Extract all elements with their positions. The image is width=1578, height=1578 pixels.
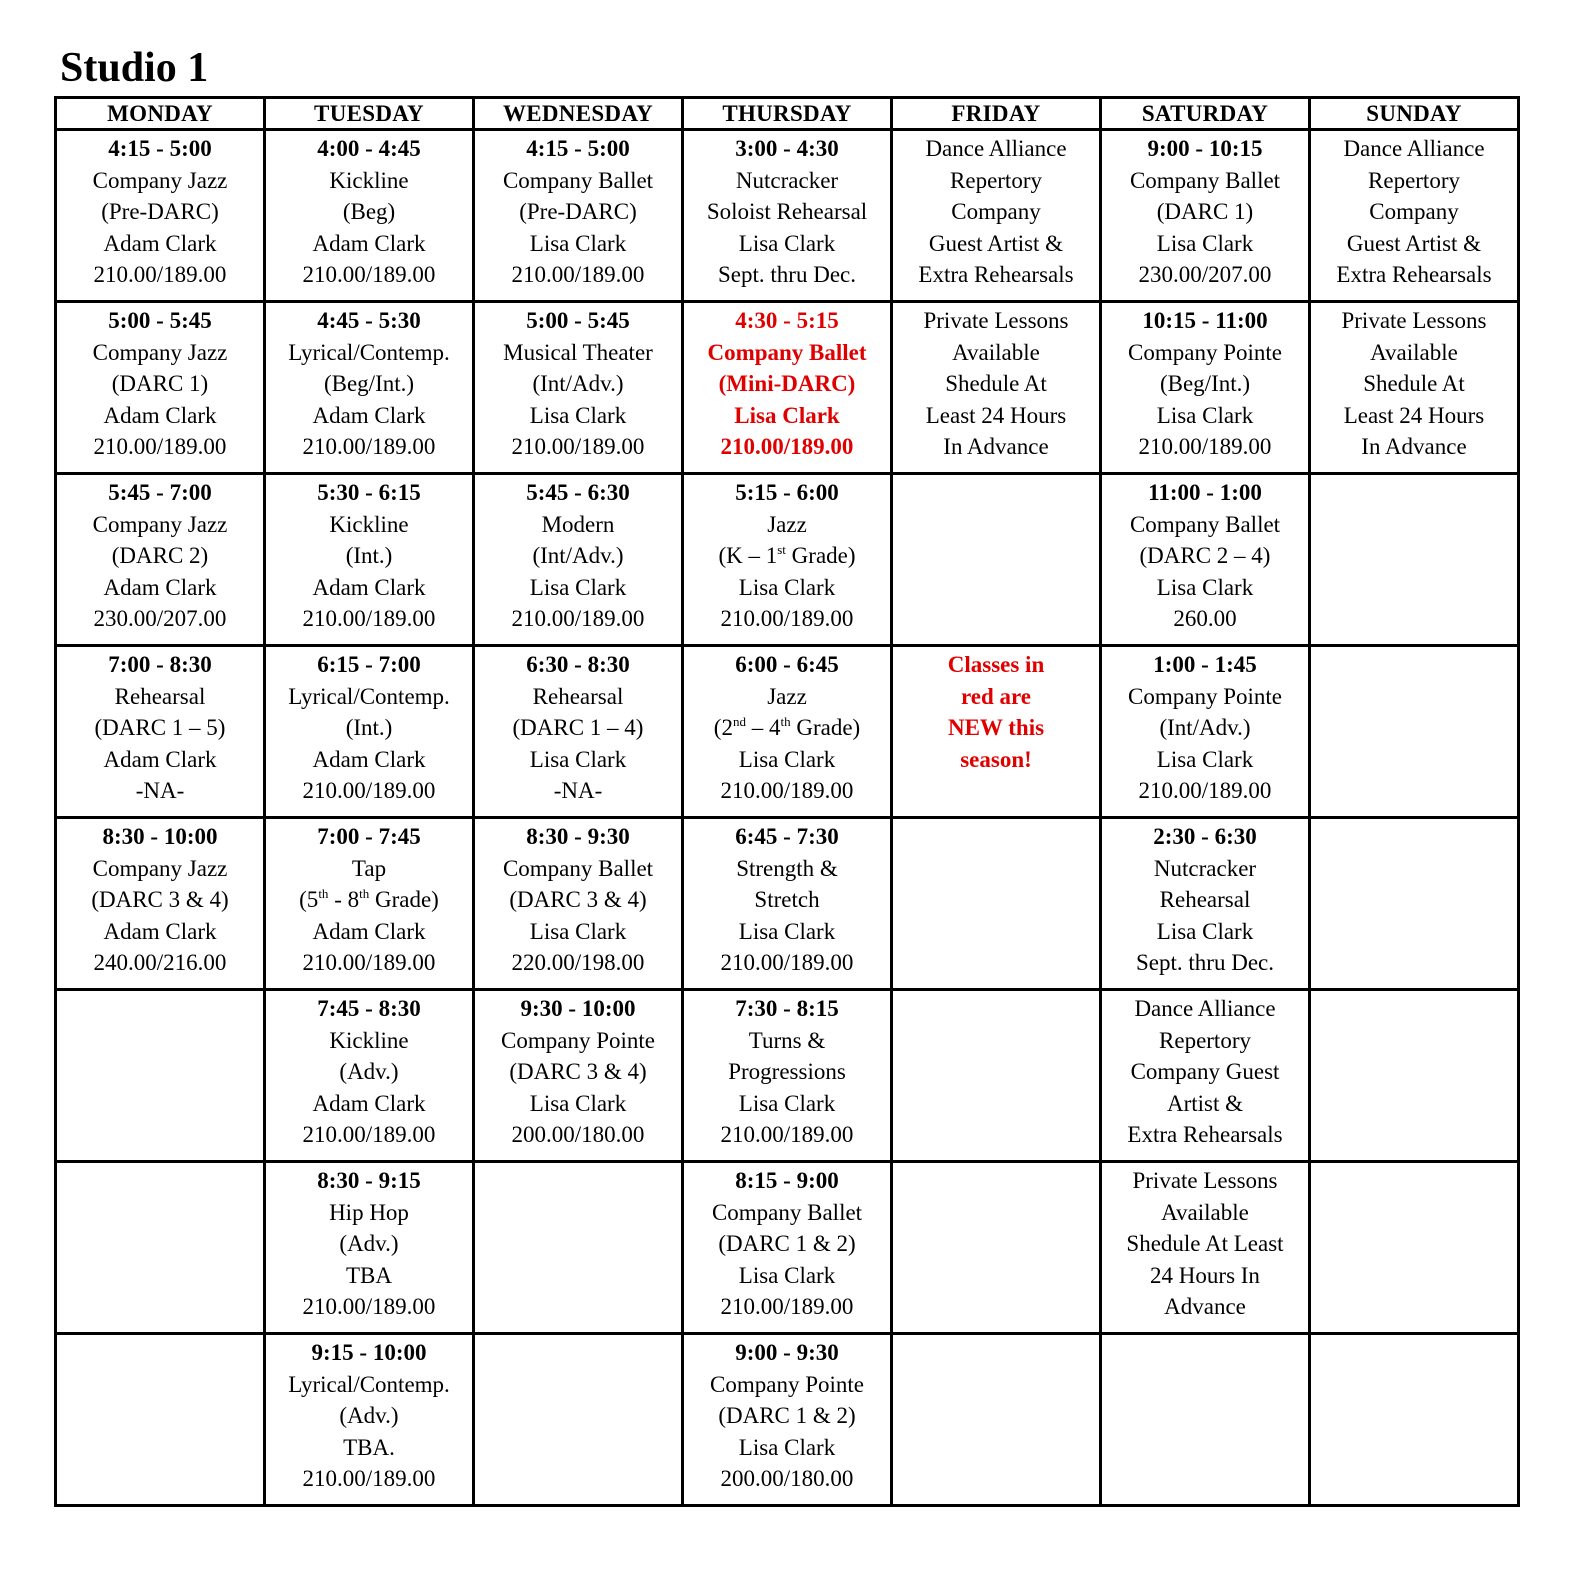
class-time: 9:00 - 9:30: [735, 1340, 839, 1365]
class-cell: [56, 474, 265, 646]
class-name: Rehearsal: [114, 683, 206, 709]
level-text: Grade): [790, 715, 861, 741]
class-level: [266, 884, 472, 916]
class-name: Company Jazz: [92, 339, 228, 365]
class-name: Rehearsal: [532, 683, 624, 709]
class-time: 4:45 - 5:30: [317, 308, 421, 333]
repertory-cell: [892, 130, 1101, 302]
class-level: (DARC 1): [111, 371, 209, 397]
class-price: 210.00/189.00: [511, 606, 645, 632]
day-header-friday: FRIDAY: [892, 98, 1101, 130]
class-time: 7:45 - 8:30: [317, 996, 421, 1021]
class-instructor: Lisa Clark: [1156, 230, 1254, 256]
class-instructor: Lisa Clark: [529, 230, 627, 256]
class-time: 9:15 - 10:00: [311, 1340, 427, 1365]
ordinal-suffix: th: [318, 886, 329, 902]
class-level: (DARC 1): [1156, 199, 1254, 225]
empty-cell: [892, 1334, 1101, 1506]
class-instructor: Adam Clark: [103, 230, 217, 256]
header-row: [56, 98, 1519, 130]
empty-cell: [474, 1334, 683, 1506]
class-level: (Adv.): [339, 1231, 399, 1257]
class-instructor: Adam Clark: [312, 230, 426, 256]
info-line: Company: [951, 199, 1041, 225]
class-level: (Int.): [345, 543, 393, 569]
class-name: Musical Theater: [503, 339, 653, 365]
class-instructor: Lisa Clark: [1156, 918, 1254, 944]
level-text: (K – 1: [718, 543, 778, 569]
info-line: Available: [952, 339, 1040, 365]
class-price: 210.00/189.00: [302, 434, 436, 460]
class-price: 210.00/189.00: [1138, 434, 1272, 460]
level-text: Grade): [785, 543, 856, 569]
class-cell: [683, 130, 892, 302]
info-line: Available: [1370, 339, 1458, 365]
class-price: 210.00/189.00: [93, 262, 227, 288]
class-instructor: Adam Clark: [312, 402, 426, 428]
ordinal-suffix: th: [359, 886, 370, 902]
new-classes-note: [892, 646, 1101, 818]
info-line: Guest Artist &: [928, 230, 1064, 256]
day-header-saturday: SATURDAY: [1101, 98, 1310, 130]
class-time: 5:00 - 5:45: [108, 308, 212, 333]
note-line: NEW this: [947, 715, 1045, 741]
class-level: (DARC 1 & 2): [718, 1403, 856, 1429]
class-time: 1:00 - 1:45: [1153, 652, 1257, 677]
class-name: Lyrical/Contemp.: [288, 1371, 450, 1397]
private-lessons-cell: [1101, 1162, 1310, 1334]
class-instructor: Lisa Clark: [1156, 574, 1254, 600]
class-price: 210.00/189.00: [302, 1466, 436, 1492]
level-text: – 4: [745, 715, 781, 741]
class-instructor: Lisa Clark: [738, 746, 836, 772]
class-name: Company Ballet: [711, 1199, 863, 1225]
level-text: (5: [299, 887, 319, 913]
class-price: Sept. thru Dec.: [718, 262, 856, 288]
info-line: Shedule At Least: [1126, 1231, 1284, 1257]
info-line: Private Lessons: [1132, 1168, 1278, 1193]
class-level: (Adv.): [339, 1403, 399, 1429]
class-instructor: Lisa Clark: [734, 402, 840, 428]
level-text: - 8: [328, 887, 360, 913]
class-price: 210.00/189.00: [302, 606, 436, 632]
class-cell: [265, 1162, 474, 1334]
class-cell: [474, 818, 683, 990]
class-instructor: Adam Clark: [103, 746, 217, 772]
private-lessons-cell: [892, 302, 1101, 474]
class-price: 210.00/189.00: [720, 606, 854, 632]
private-lessons-cell: [1310, 302, 1519, 474]
class-price: 210.00/189.00: [302, 778, 436, 804]
info-line: Dance Alliance: [1343, 136, 1485, 161]
table-row: [56, 302, 1519, 474]
info-line: Repertory: [950, 167, 1042, 193]
class-time: 9:00 - 10:15: [1147, 136, 1263, 161]
class-name: Company Jazz: [92, 167, 228, 193]
empty-cell: [1310, 1334, 1519, 1506]
class-level: (DARC 3 & 4): [91, 887, 229, 913]
class-cell: [683, 818, 892, 990]
empty-cell: [474, 1162, 683, 1334]
info-line: Repertory: [1159, 1027, 1251, 1053]
day-header-thursday: THURSDAY: [683, 98, 892, 130]
empty-cell: [1310, 1162, 1519, 1334]
class-instructor: Lisa Clark: [738, 574, 836, 600]
empty-cell: [1310, 818, 1519, 990]
empty-cell: [892, 990, 1101, 1162]
class-time: 4:30 - 5:15: [735, 308, 839, 333]
class-level: [684, 712, 890, 744]
empty-cell: [56, 990, 265, 1162]
class-cell: [474, 474, 683, 646]
class-time: 8:15 - 9:00: [735, 1168, 839, 1193]
class-cell: [683, 474, 892, 646]
class-instructor: Lisa Clark: [738, 230, 836, 256]
class-level: (Beg): [342, 199, 396, 225]
class-instructor: Lisa Clark: [738, 918, 836, 944]
class-time: 4:15 - 5:00: [526, 136, 630, 161]
class-price: 200.00/180.00: [720, 1466, 854, 1492]
class-price: -NA-: [135, 778, 185, 804]
class-instructor: Adam Clark: [103, 574, 217, 600]
day-header-monday: MONDAY: [56, 98, 265, 130]
class-level: (DARC 1 – 5): [94, 715, 226, 741]
class-name: Kickline: [329, 1027, 409, 1053]
class-price: 210.00/189.00: [720, 1294, 854, 1320]
class-name: Company Ballet: [1129, 511, 1281, 537]
class-name: Kickline: [329, 511, 409, 537]
ordinal-suffix: st: [777, 542, 786, 558]
class-instructor: Adam Clark: [312, 918, 426, 944]
class-price: 210.00/189.00: [1138, 778, 1272, 804]
class-instructor: Lisa Clark: [738, 1090, 836, 1116]
info-line: Private Lessons: [1341, 308, 1487, 333]
class-name: Company Pointe: [710, 1371, 864, 1397]
empty-cell: [1101, 1334, 1310, 1506]
class-level: (Mini-DARC): [718, 371, 856, 397]
class-time: 2:30 - 6:30: [1153, 824, 1257, 849]
info-line: Extra Rehearsals: [1336, 262, 1492, 288]
info-line: Extra Rehearsals: [1127, 1122, 1283, 1148]
class-name: Company Pointe: [501, 1027, 655, 1053]
schedule-table: [54, 96, 1520, 1507]
class-cell: [265, 474, 474, 646]
class-name: Jazz: [767, 511, 807, 537]
class-instructor: Lisa Clark: [1156, 402, 1254, 428]
info-line: Repertory: [1368, 167, 1460, 193]
class-name: Nutcracker: [735, 167, 839, 193]
note-line: season!: [960, 746, 1032, 772]
class-level: (Int/Adv.): [532, 371, 624, 397]
empty-cell: [1310, 474, 1519, 646]
empty-cell: [892, 1162, 1101, 1334]
class-time: 6:15 - 7:00: [317, 652, 421, 677]
class-instructor: Lisa Clark: [529, 1090, 627, 1116]
class-instructor: Lisa Clark: [738, 1434, 836, 1460]
class-level: (DARC 3 & 4): [509, 1059, 647, 1085]
class-cell: [1101, 646, 1310, 818]
class-instructor: Adam Clark: [103, 402, 217, 428]
table-row: [56, 1162, 1519, 1334]
class-cell: [56, 646, 265, 818]
empty-cell: [1310, 646, 1519, 818]
empty-cell: [56, 1162, 265, 1334]
class-cell: [683, 1334, 892, 1506]
class-name: Kickline: [329, 167, 409, 193]
class-cell: [56, 130, 265, 302]
class-name: Company Jazz: [92, 511, 228, 537]
class-name: Company Pointe: [1128, 339, 1282, 365]
ordinal-suffix: nd: [732, 714, 746, 730]
class-price: 210.00/189.00: [302, 950, 436, 976]
class-instructor: TBA.: [343, 1434, 395, 1460]
class-name: Turns &: [748, 1027, 826, 1053]
table-row: [56, 646, 1519, 818]
level-text: (2: [713, 715, 733, 741]
class-name: Strength &: [736, 855, 838, 881]
info-line: Least 24 Hours: [1343, 402, 1485, 428]
class-price: 210.00/189.00: [93, 434, 227, 460]
day-header-tuesday: TUESDAY: [265, 98, 474, 130]
class-time: 5:30 - 6:15: [317, 480, 421, 505]
class-cell: [1101, 130, 1310, 302]
class-level: (DARC 1 & 2): [718, 1231, 856, 1257]
class-time: 6:30 - 8:30: [526, 652, 630, 677]
class-cell: [474, 130, 683, 302]
info-line: Private Lessons: [923, 308, 1069, 333]
class-level: (DARC 2 – 4): [1139, 543, 1271, 569]
class-instructor: Adam Clark: [312, 1090, 426, 1116]
class-cell: [56, 302, 265, 474]
class-name: Hip Hop: [329, 1199, 409, 1225]
table-row: [56, 818, 1519, 990]
class-time: 5:00 - 5:45: [526, 308, 630, 333]
class-price: 240.00/216.00: [93, 950, 227, 976]
table-row: [56, 990, 1519, 1162]
class-instructor: Lisa Clark: [529, 918, 627, 944]
class-instructor: Lisa Clark: [529, 746, 627, 772]
info-line: Available: [1161, 1199, 1249, 1225]
info-line: Company Guest: [1130, 1059, 1280, 1085]
class-cell: [474, 302, 683, 474]
class-cell: [683, 1162, 892, 1334]
class-level: Progressions: [728, 1059, 846, 1085]
day-header-wednesday: WEDNESDAY: [474, 98, 683, 130]
class-time: 8:30 - 10:00: [102, 824, 218, 849]
class-cell: [683, 990, 892, 1162]
class-price: 210.00/189.00: [511, 262, 645, 288]
class-time: 3:00 - 4:30: [735, 136, 839, 161]
class-level: (DARC 3 & 4): [509, 887, 647, 913]
class-cell: [1101, 818, 1310, 990]
table-row: [56, 130, 1519, 302]
class-level: (Int.): [345, 715, 393, 741]
class-level: (Pre-DARC): [519, 199, 637, 225]
class-time: 8:30 - 9:30: [526, 824, 630, 849]
info-line: Shedule At: [945, 371, 1047, 397]
empty-cell: [892, 818, 1101, 990]
class-name: Company Pointe: [1128, 683, 1282, 709]
class-instructor: Lisa Clark: [1156, 746, 1254, 772]
class-name: Company Jazz: [92, 855, 228, 881]
class-time: 11:00 - 1:00: [1148, 480, 1262, 505]
info-line: 24 Hours In: [1150, 1262, 1260, 1288]
class-time: 4:00 - 4:45: [317, 136, 421, 161]
note-line: Classes in: [947, 652, 1045, 677]
class-level: [684, 540, 890, 572]
info-line: Advance: [1164, 1294, 1246, 1320]
class-time: 5:45 - 7:00: [108, 480, 212, 505]
class-level: (Beg/Int.): [1159, 371, 1251, 397]
ordinal-suffix: th: [780, 714, 791, 730]
info-line: Dance Alliance: [1134, 996, 1276, 1021]
class-cell: [265, 1334, 474, 1506]
class-price: 210.00/189.00: [720, 778, 854, 804]
info-line: Extra Rehearsals: [918, 262, 1074, 288]
class-price: 230.00/207.00: [1138, 262, 1272, 288]
class-price: 210.00/189.00: [720, 950, 854, 976]
class-time: 7:30 - 8:15: [735, 996, 839, 1021]
class-level: (Beg/Int.): [323, 371, 415, 397]
class-instructor: Lisa Clark: [529, 574, 627, 600]
class-price: 260.00: [1173, 606, 1237, 632]
page-title: Studio 1: [60, 45, 209, 91]
class-cell: [1101, 302, 1310, 474]
class-time: 7:00 - 8:30: [108, 652, 212, 677]
class-cell: [474, 646, 683, 818]
class-level: (Pre-DARC): [101, 199, 219, 225]
class-instructor: Adam Clark: [312, 574, 426, 600]
info-line: Least 24 Hours: [925, 402, 1067, 428]
note-line: red are: [960, 683, 1032, 709]
class-cell: [56, 818, 265, 990]
class-price: 200.00/180.00: [511, 1122, 645, 1148]
class-price: 210.00/189.00: [720, 1122, 854, 1148]
class-cell: [265, 818, 474, 990]
class-level: (Int/Adv.): [532, 543, 624, 569]
class-time: 4:15 - 5:00: [108, 136, 212, 161]
class-cell: [265, 990, 474, 1162]
class-instructor: Adam Clark: [312, 746, 426, 772]
empty-cell: [1310, 990, 1519, 1162]
class-cell: [474, 990, 683, 1162]
level-text: Grade): [369, 887, 439, 913]
class-price: 210.00/189.00: [511, 434, 645, 460]
class-instructor: TBA: [346, 1262, 392, 1288]
class-cell: [265, 646, 474, 818]
repertory-cell: [1310, 130, 1519, 302]
class-price: Sept. thru Dec.: [1136, 950, 1274, 976]
class-price: 220.00/198.00: [511, 950, 645, 976]
class-time: 7:00 - 7:45: [317, 824, 421, 849]
info-line: Artist &: [1166, 1090, 1244, 1116]
class-instructor: Lisa Clark: [738, 1262, 836, 1288]
class-time: 8:30 - 9:15: [317, 1168, 421, 1193]
class-name: Lyrical/Contemp.: [288, 683, 450, 709]
class-price: 210.00/189.00: [720, 434, 854, 460]
class-cell: [1101, 474, 1310, 646]
class-time: 6:45 - 7:30: [735, 824, 839, 849]
class-name: Company Ballet: [502, 855, 654, 881]
day-header-sunday: SUNDAY: [1310, 98, 1519, 130]
class-name: Lyrical/Contemp.: [288, 339, 450, 365]
class-level: Rehearsal: [1159, 887, 1251, 913]
class-time: 10:15 - 11:00: [1142, 308, 1268, 333]
info-line: Dance Alliance: [925, 136, 1067, 161]
class-price: 230.00/207.00: [93, 606, 227, 632]
class-time: 9:30 - 10:00: [520, 996, 636, 1021]
info-line: Guest Artist &: [1346, 230, 1482, 256]
class-price: 210.00/189.00: [302, 1122, 436, 1148]
class-price: 210.00/189.00: [302, 1294, 436, 1320]
class-name: Jazz: [767, 683, 807, 709]
class-level: Stretch: [754, 887, 820, 913]
class-time: 5:45 - 6:30: [526, 480, 630, 505]
class-time: 5:15 - 6:00: [735, 480, 839, 505]
class-level: (DARC 1 – 4): [512, 715, 644, 741]
class-name: Modern: [541, 511, 615, 537]
class-cell: [683, 646, 892, 818]
info-line: In Advance: [943, 434, 1049, 460]
info-line: Shedule At: [1363, 371, 1465, 397]
empty-cell: [56, 1334, 265, 1506]
class-level: (Adv.): [339, 1059, 399, 1085]
class-cell: [265, 302, 474, 474]
class-name: Company Ballet: [707, 339, 867, 365]
info-line: In Advance: [1361, 434, 1467, 460]
class-instructor: Lisa Clark: [529, 402, 627, 428]
class-level: (Int/Adv.): [1159, 715, 1251, 741]
table-row: [56, 1334, 1519, 1506]
class-name: Tap: [351, 855, 387, 881]
class-cell: [265, 130, 474, 302]
new-class-cell: [683, 302, 892, 474]
class-name: Company Ballet: [502, 167, 654, 193]
class-price: 210.00/189.00: [302, 262, 436, 288]
class-level: Soloist Rehearsal: [706, 199, 868, 225]
class-level: (DARC 2): [111, 543, 209, 569]
class-name: Nutcracker: [1153, 855, 1257, 881]
class-instructor: Adam Clark: [103, 918, 217, 944]
info-line: Company: [1369, 199, 1459, 225]
class-name: Company Ballet: [1129, 167, 1281, 193]
class-price: -NA-: [553, 778, 603, 804]
table-row: [56, 474, 1519, 646]
class-time: 6:00 - 6:45: [735, 652, 839, 677]
empty-cell: [892, 474, 1101, 646]
repertory-cell: [1101, 990, 1310, 1162]
